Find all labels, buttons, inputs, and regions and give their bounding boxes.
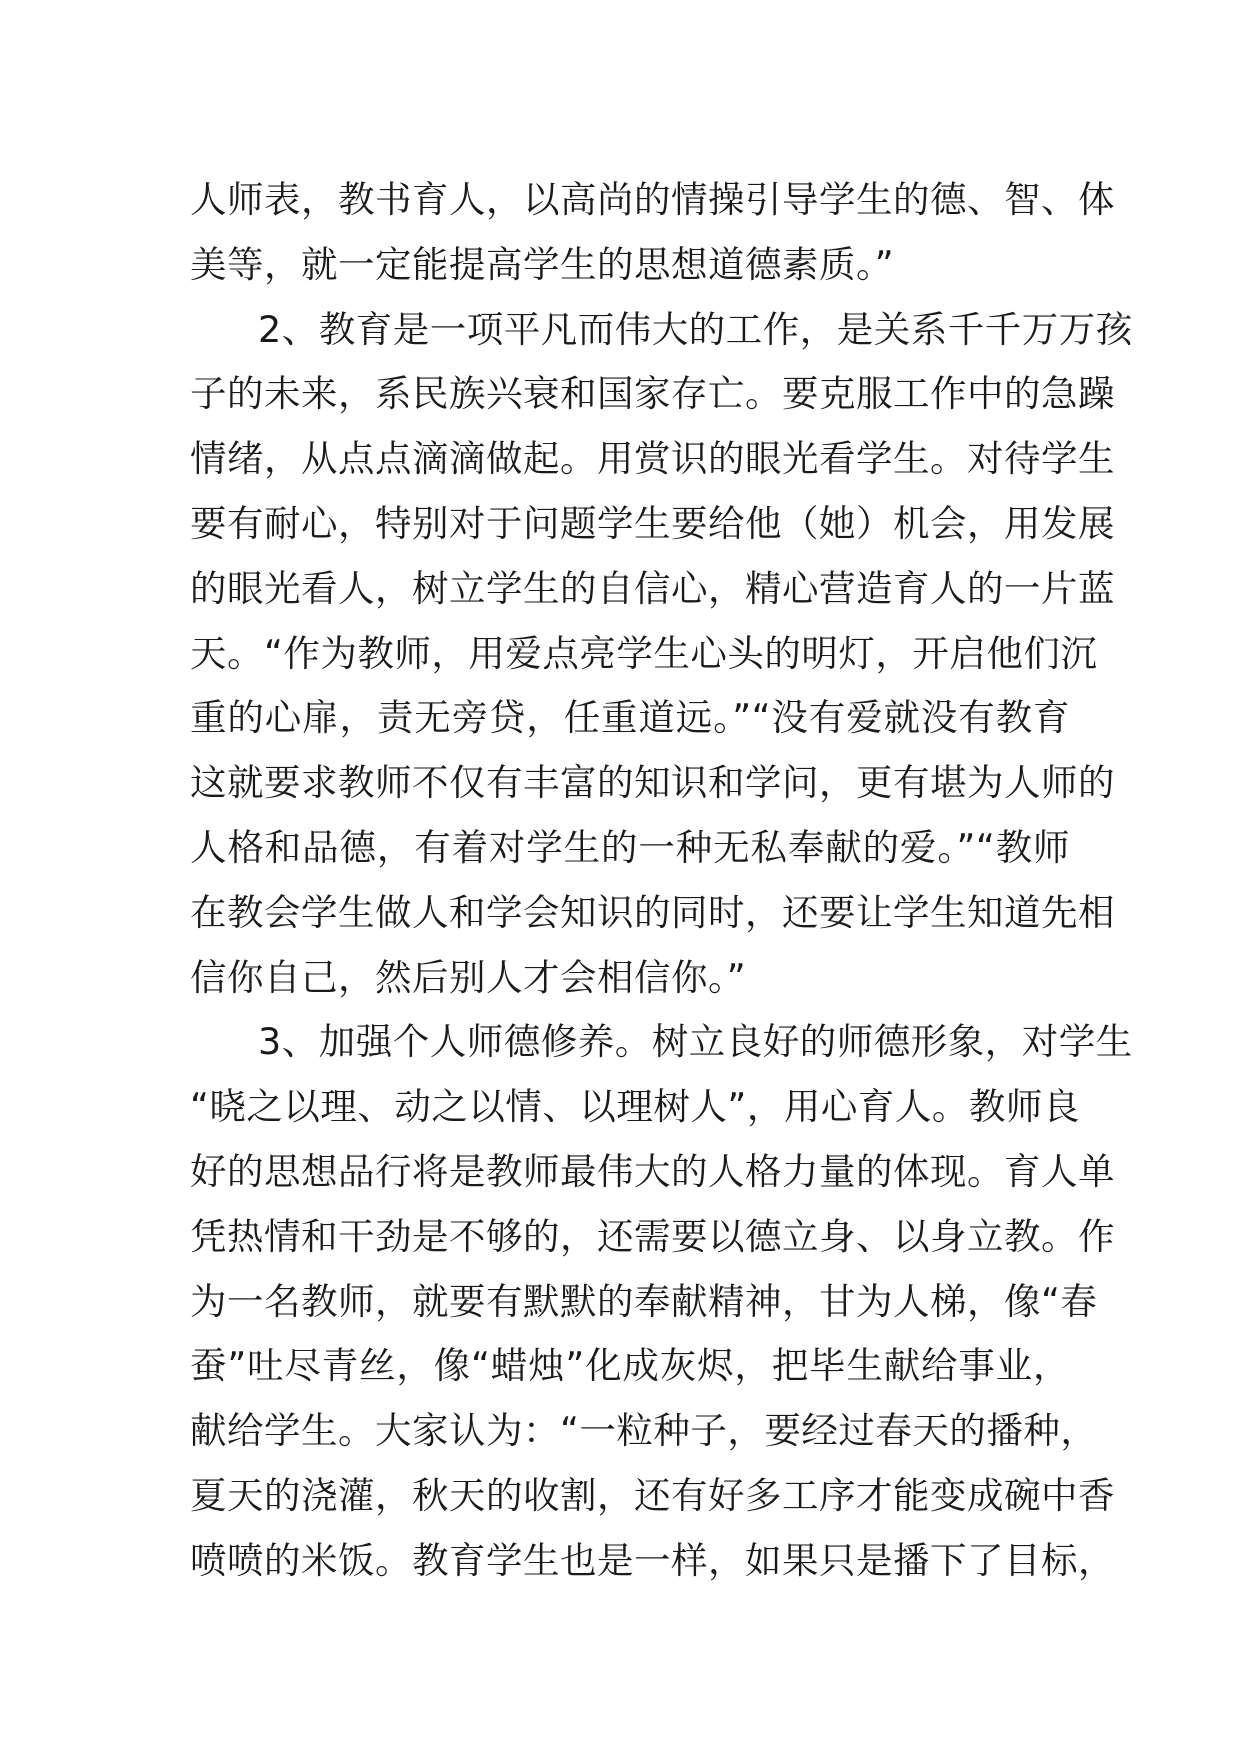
text-line: 情绪，从点点滴滴做起。用赏识的眼光看学生。对待学生 [190,437,1115,481]
text-line: 子的未来，系民族兴衰和国家存亡。要克服工作中的急躁 [190,372,1115,416]
body-text [190,168,1133,1594]
text-line: 这就要求教师不仅有丰富的知识和学问，更有堪为人师的 [190,761,1115,805]
text-line: 要有耐心，特别对于问题学生要给他（她）机会，用发展 [190,501,1115,545]
text-line: 美等，就一定能提高学生的思想道德素质。” [190,242,895,286]
text-line: 天。“作为教师，用爱点亮学生心头的明灯，开启他们沉 [190,631,1098,675]
text-line: 的眼光看人，树立学生的自信心，精心营造育人的一片蓝 [190,566,1115,610]
text-line: 人师表，教书育人，以高尚的情操引导学生的德、智、体 [190,178,1115,221]
text-line: 为一名教师，就要有默默的奉献精神，甘为人梯，像“春 [190,1279,1098,1323]
text-line: 蚕”吐尽青丝，像“蜡烛”化成灰烬，把毕生献给事业， [190,1344,1070,1388]
text-line: 喷喷的米饭。教育学生也是一样，如果只是播下了目标， [190,1538,1115,1582]
text-line: 献给学生。大家认为：“一粒种子，要经过春天的播种， [190,1409,1098,1453]
paragraph-start-line: 3、加强个人师德修养。树立良好的师德形象，对学生 [258,1020,1133,1064]
text-line: 在教会学生做人和学会知识的同时，还要让学生知道先相 [190,890,1115,934]
text-line: 重的心扉，责无旁贷，任重道远。”“没有爱就没有教育 [190,696,1070,740]
text-line: 好的思想品行将是教师最伟大的人格力量的体现。育人单 [190,1149,1115,1193]
paragraph-start-line: 2、教育是一项平凡而伟大的工作，是关系千千万万孩 [258,307,1133,351]
text-line: 人格和品德，有着对学生的一种无私奉献的爱。”“教师 [190,825,1070,869]
text-line: “晓之以理、动之以情、以理树人”，用心育人。教师良 [190,1085,1080,1129]
text-line: 信你自己，然后别人才会相信你。” [190,955,747,999]
text-line: 凭热情和干劲是不够的，还需要以德立身、以身立教。作 [190,1214,1115,1258]
text-line: 夏天的浇灌，秋天的收割，还有好多工序才能变成碗中香 [190,1473,1115,1517]
